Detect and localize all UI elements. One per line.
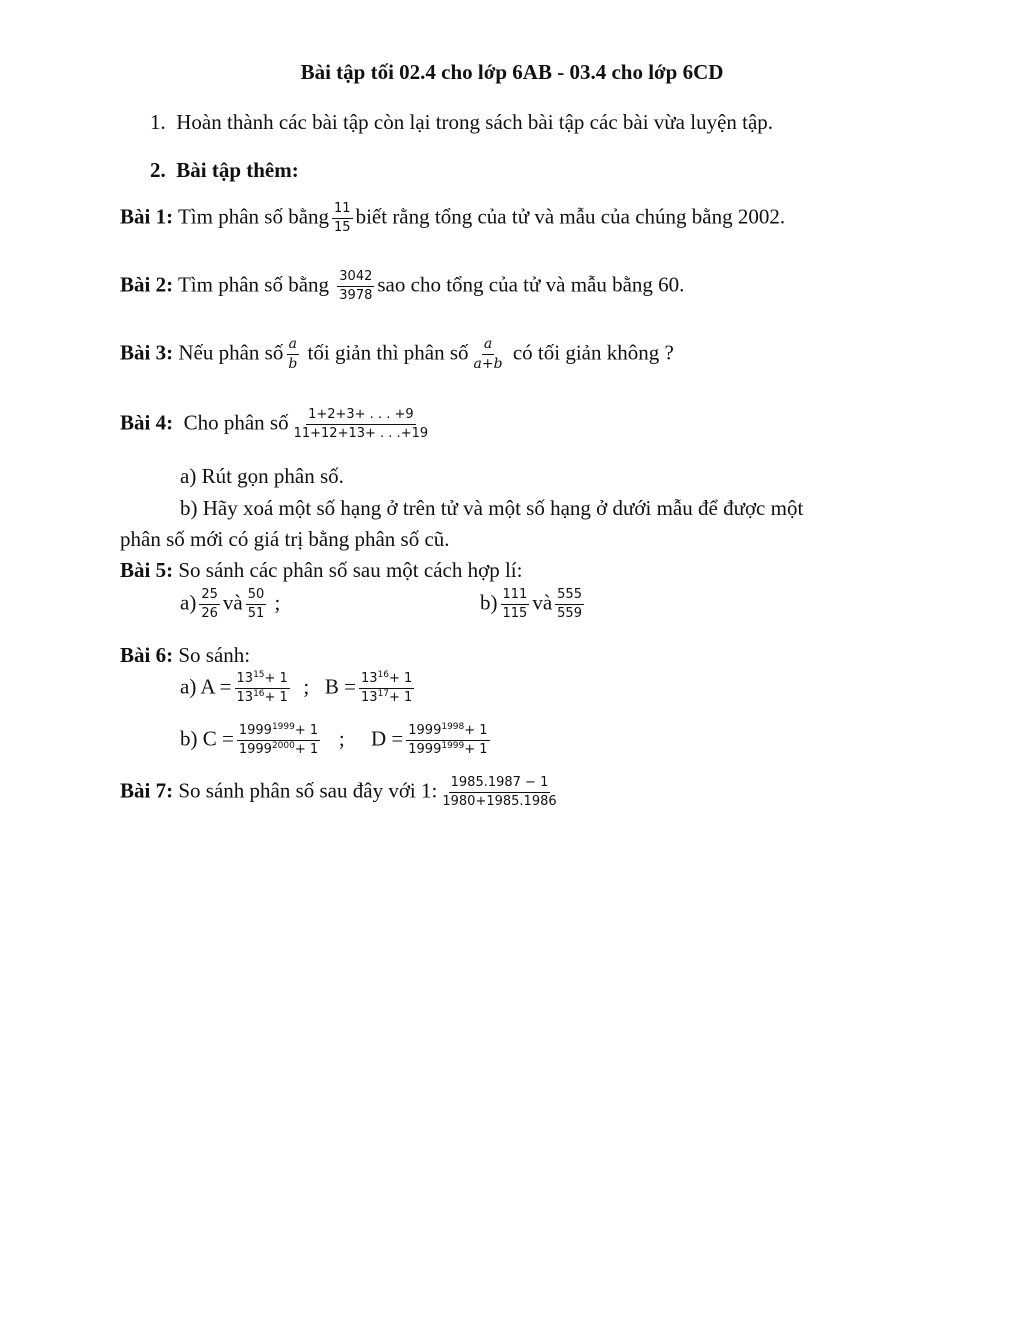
- part-a-label: a): [180, 590, 197, 615]
- expression-A-fraction: [235, 672, 290, 706]
- exercise-3: [120, 337, 674, 373]
- item-1-number: 1.: [150, 110, 166, 134]
- item-1-text: Hoàn thành các bài tập còn lại trong sách bài tập các bài vừa luyện tập.: [176, 110, 774, 134]
- fraction-50-51: [246, 588, 267, 622]
- separator: ;: [338, 726, 345, 751]
- exercise-3-fraction-a-b: [286, 337, 299, 373]
- exercise-2-label: Bài 2:: [120, 272, 174, 297]
- conjunction: và: [222, 590, 243, 615]
- expression-D-label: D =: [370, 726, 404, 751]
- exercise-3-suffix: có tối giản không ?: [512, 340, 674, 365]
- fraction-denominator: 15: [334, 220, 351, 236]
- item-2: [150, 160, 299, 181]
- fraction-denominator: 1980+1985.1986: [442, 794, 557, 810]
- exercise-1-suffix: biết rằng tổng của tử và mẫu của chúng bằng 2002.: [355, 204, 786, 229]
- page-title: Bài tập tối 02.4 cho lớp 6AB - 03.4 cho lớp 6CD: [300, 60, 724, 84]
- conjunction: và: [532, 590, 553, 615]
- fraction-denominator: 3978: [339, 288, 373, 304]
- item-2-text: Bài tập thêm:: [176, 158, 299, 182]
- exercise-1-label: Bài 1:: [120, 204, 174, 229]
- exercise-5-part-a: [180, 588, 280, 622]
- fraction-denominator: 11+12+13+ . . .+19: [293, 426, 429, 442]
- fraction-numerator: 111: [501, 588, 530, 605]
- fraction-denominator: a+b: [473, 356, 503, 373]
- exercise-5: [120, 560, 522, 581]
- fraction-numerator: 25: [199, 588, 220, 605]
- fraction-denominator: $1999^{2000}+ 1$: [238, 741, 319, 758]
- exercise-2-suffix: sao cho tổng của tử và mẫu bằng 60.: [377, 272, 685, 297]
- exercise-4-fraction: [292, 408, 431, 442]
- separator: ;: [274, 590, 281, 615]
- exercise-2: [120, 270, 684, 304]
- exercise-6-text: So sánh:: [178, 643, 251, 667]
- part-b-label: b): [480, 590, 498, 615]
- exercise-3-fraction-a-apb: [472, 337, 505, 373]
- fraction-numerator: 1+2+3+ . . . +9: [306, 408, 416, 425]
- exercise-2-prefix: Tìm phân số bằng: [177, 272, 330, 297]
- fraction-denominator: $1999^{1999}+ 1$: [408, 741, 488, 758]
- fraction-numerator: a: [287, 337, 299, 355]
- fraction-numerator: 3042: [337, 270, 374, 287]
- fraction-numerator: $13^{16}+ 1$: [359, 672, 414, 689]
- fraction-numerator: $1999^{1998}+ 1$: [406, 724, 489, 741]
- fraction-denominator: 26: [201, 606, 218, 622]
- expression-D-fraction: [406, 724, 489, 758]
- exercise-7-label: Bài 7:: [120, 778, 174, 803]
- fraction-numerator: 50: [246, 588, 267, 605]
- fraction-denominator: 115: [502, 606, 528, 622]
- expression-C-label: b) C =: [180, 726, 234, 751]
- exercise-6: [120, 645, 250, 666]
- fraction-numerator: 1985.1987 − 1: [449, 776, 551, 793]
- fraction-numerator: $1999^{1999}+ 1$: [237, 724, 320, 741]
- fraction-denominator: $13^{16}+ 1$: [236, 689, 288, 706]
- exercise-6-part-b: [180, 724, 493, 758]
- exercise-3-prefix: Nếu phân số: [178, 340, 284, 365]
- fraction-numerator: a: [482, 337, 494, 355]
- fraction-denominator: 559: [557, 606, 582, 622]
- exercise-3-middle: tối giản thì phân số: [307, 340, 469, 365]
- exercise-4-label: Bài 4:: [120, 410, 174, 435]
- exercise-1: [120, 202, 785, 236]
- exercise-4: [120, 408, 433, 442]
- item-2-number: 2.: [150, 158, 166, 182]
- exercise-4-part-b-line-1: b) Hãy xoá một số hạng ở trên tử và một số hạng ở dưới mẫu để được một: [180, 496, 804, 520]
- fraction-numerator: 11: [332, 202, 353, 219]
- fraction-25-26: [199, 588, 220, 622]
- exercise-6-label: Bài 6:: [120, 643, 174, 667]
- separator: ;: [303, 674, 310, 699]
- expression-C-fraction: [237, 724, 320, 758]
- exercise-5-part-b: [480, 588, 587, 622]
- fraction-numerator: 555: [555, 588, 584, 605]
- exercise-3-label: Bài 3:: [120, 340, 174, 365]
- fraction-numerator: $13^{15}+ 1$: [235, 672, 290, 689]
- exercise-4-part-b-line-2: phân số mới có giá trị bằng phân số cũ.: [120, 527, 450, 551]
- exercise-2-fraction: [337, 270, 374, 304]
- fraction-denominator: b: [288, 356, 298, 373]
- expression-B-fraction: [359, 672, 414, 706]
- exercise-1-fraction: [332, 202, 353, 236]
- exercise-7: [120, 776, 562, 810]
- exercise-5-label: Bài 5:: [120, 558, 174, 582]
- exercise-4-part-a: a) Rút gọn phân số.: [180, 464, 344, 488]
- exercise-7-text: So sánh phân số sau đây với 1:: [178, 778, 438, 803]
- exercise-6-part-a: [180, 672, 417, 706]
- exercise-5-text: So sánh các phân số sau một cách hợp lí:: [178, 558, 523, 582]
- fraction-denominator: $13^{17}+ 1$: [361, 689, 413, 706]
- fraction-denominator: 51: [247, 606, 265, 622]
- fraction-555-559: [555, 588, 584, 622]
- item-1: [150, 112, 773, 133]
- expression-A-label: a) A =: [180, 674, 232, 699]
- fraction-111-115: [501, 588, 530, 622]
- expression-B-label: B =: [324, 674, 357, 699]
- exercise-1-prefix: Tìm phân số bằng: [177, 204, 330, 229]
- exercise-4-prefix: Cho phân số: [183, 410, 289, 435]
- exercise-7-fraction: [440, 776, 558, 810]
